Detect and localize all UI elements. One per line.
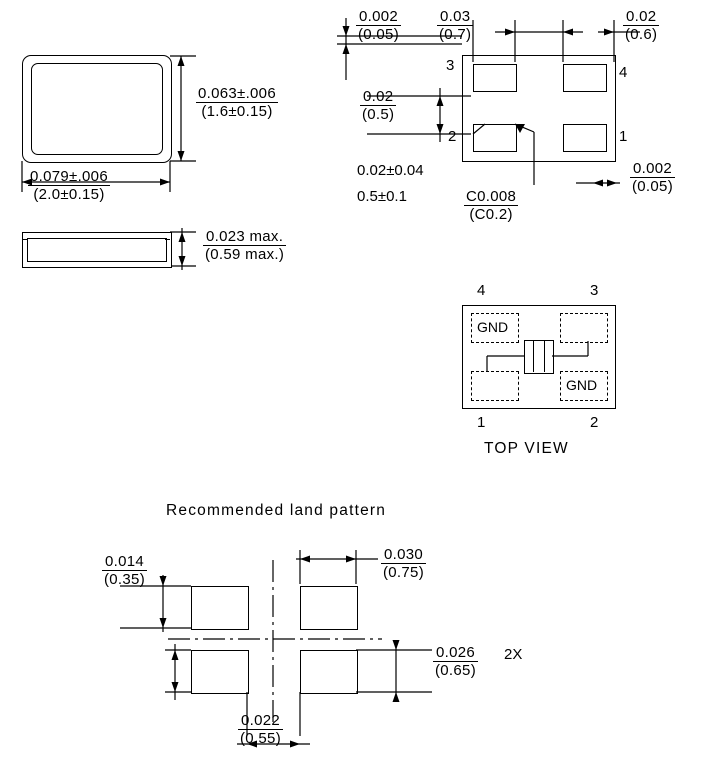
pad-width-dimension: 0.03 (0.7): [439, 8, 472, 44]
pad-height-dimension: 0.02 (0.5): [362, 88, 395, 124]
top-view-title: TOP VIEW: [484, 440, 569, 457]
land-pad-pitch-x-dimension: 0.030 (0.75): [383, 546, 424, 582]
land-pad-gap-dimension: 0.022 (0.55): [240, 712, 281, 748]
gap-dimension: 0.002 (0.05): [632, 160, 673, 196]
pad-pitch-dimension-inch: 0.02±0.04: [357, 162, 424, 179]
pad-edge-dimension: 0.02 (0.6): [625, 8, 658, 44]
chamfer-dimension: C0.008 (C0.2): [466, 188, 517, 224]
bottom-view-pin-3-label: 3: [446, 57, 455, 74]
standoff-dimension: 0.002 (0.05): [358, 8, 399, 44]
top-view-corner-label-3: 3: [590, 282, 599, 299]
land-pad-pitch-y-dimension: 0.026 (0.65): [435, 644, 476, 680]
land-pad-width-dimension: 0.014 (0.35): [104, 553, 145, 589]
bottom-view-pin-2-label: 2: [448, 128, 457, 145]
bottom-view-pin-1-label: 1: [619, 128, 628, 145]
top-view-corner-label-4: 4: [477, 282, 486, 299]
outline-height-dimension: 0.063±.006 (1.6±0.15): [198, 85, 276, 121]
bottom-view-pin-4-label: 4: [619, 64, 628, 81]
land-pattern-title: Recommended land pattern: [166, 502, 387, 519]
outline-thickness-dimension: 0.023 max. (0.59 max.): [205, 228, 285, 264]
land-pad-pitch-y-note: 2X: [504, 646, 523, 663]
top-view-corner-label-1: 1: [477, 414, 486, 431]
top-view-corner-label-2: 2: [590, 414, 599, 431]
outline-width-dimension: 0.079±.006 (2.0±0.15): [30, 168, 108, 204]
pad-pitch-dimension-mm: 0.5±0.1: [357, 188, 407, 205]
top-view-gnd-label-4: GND: [477, 319, 509, 335]
top-view-gnd-label-2: GND: [566, 377, 598, 393]
